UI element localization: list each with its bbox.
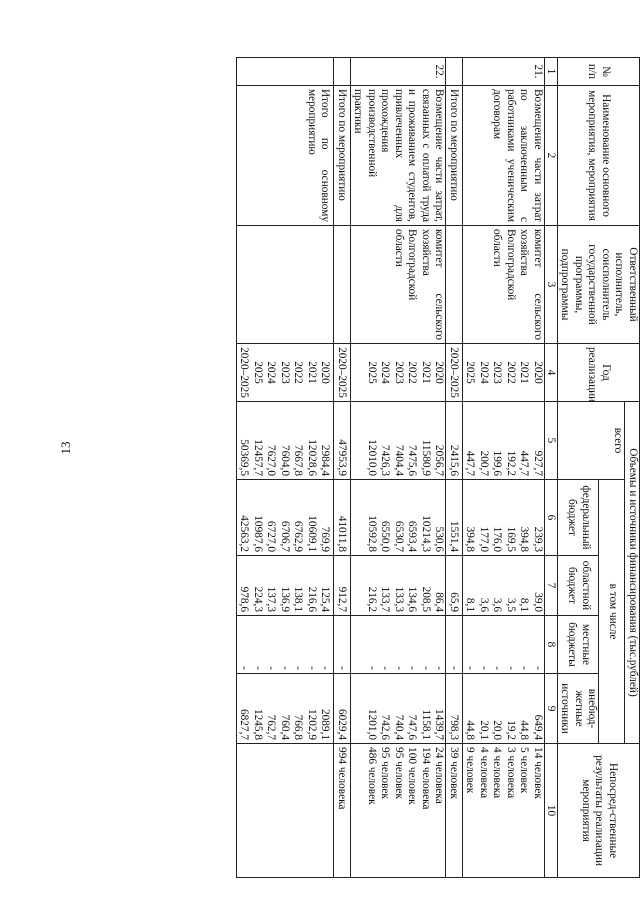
main-total-fed-value: 10987,6 bbox=[252, 515, 264, 552]
main-total-fed-value: 42563,2 bbox=[238, 515, 251, 552]
itogo-total-value: 47953,9 bbox=[336, 439, 348, 476]
main-total-mest-value: - bbox=[306, 666, 318, 670]
year-value: 2025 bbox=[464, 361, 477, 384]
federal-value: 530,6 bbox=[433, 526, 446, 552]
year-value: 2024 bbox=[478, 361, 490, 384]
local-value: - bbox=[491, 666, 504, 670]
itogo-years-text: 2020–2025 bbox=[448, 347, 460, 398]
itogo-result bbox=[334, 744, 351, 878]
regional-value: 86,4 bbox=[433, 592, 446, 612]
total-cell bbox=[351, 402, 447, 480]
result-value: 24 человека bbox=[433, 747, 446, 804]
main-total-total-value: 2984,4 bbox=[319, 444, 332, 476]
years-cell bbox=[463, 344, 545, 402]
regional-value: 133,3 bbox=[393, 586, 405, 612]
regional-value: 134,6 bbox=[406, 586, 419, 612]
offbudget-value: 742,6 bbox=[379, 714, 392, 741]
regional-value: 208,5 bbox=[420, 586, 432, 612]
result-value: 5 человек bbox=[518, 747, 531, 794]
table-row bbox=[463, 58, 545, 878]
result-value: 3 человека bbox=[505, 747, 517, 799]
offbudget-value: 740,4 bbox=[393, 714, 405, 741]
main-total-total-value: 7627,0 bbox=[265, 444, 278, 476]
local-value: - bbox=[532, 666, 544, 670]
total-value: 447,7 bbox=[464, 450, 477, 476]
row-number-text: 21. bbox=[532, 64, 544, 79]
local-value: - bbox=[406, 666, 419, 670]
itogo-total-value: 2415,6 bbox=[448, 444, 460, 476]
itogo-vneb bbox=[334, 674, 351, 744]
main-total-years bbox=[237, 344, 335, 402]
executor bbox=[463, 226, 545, 344]
main-total-obl-value: 978,6 bbox=[238, 586, 251, 612]
main-total-mest-value: - bbox=[238, 666, 251, 670]
federal-value: 6593,4 bbox=[406, 520, 419, 552]
total-value: 7426,3 bbox=[379, 444, 392, 476]
header-results: Непосред-ственные результаты реализации мероприятия bbox=[558, 744, 640, 878]
offbudget-value: 649,4 bbox=[532, 714, 544, 741]
main-total-vneb-value: 760,4 bbox=[279, 714, 291, 741]
local-value: - bbox=[478, 666, 490, 670]
itogo-result bbox=[446, 744, 463, 878]
header-regional: областной бюджет bbox=[558, 556, 600, 616]
measure-name bbox=[463, 86, 545, 226]
col-number: 8 bbox=[545, 616, 558, 674]
itogo-label-text: Итого по мероприятию bbox=[336, 89, 348, 201]
col-number: 6 bbox=[545, 480, 558, 556]
itogo-obl bbox=[446, 556, 463, 616]
itogo-mest bbox=[446, 616, 463, 674]
itogo-obl-value: 912,7 bbox=[336, 586, 348, 612]
year-value: 2024 bbox=[379, 361, 392, 384]
itogo-years-text: 2020–2025 bbox=[336, 347, 348, 398]
itogo-label-text: Итого по мероприятию bbox=[448, 89, 460, 201]
itogo-years bbox=[334, 344, 351, 402]
regional-value: 3,6 bbox=[491, 597, 504, 612]
year-value: 2022 bbox=[292, 361, 305, 384]
regional-value: 8,1 bbox=[518, 597, 531, 612]
main-total-obl-value: 125,4 bbox=[319, 586, 332, 612]
itogo-total bbox=[334, 402, 351, 480]
federal-value: 169,5 bbox=[505, 526, 517, 552]
header-total: всего bbox=[558, 402, 626, 480]
offbudget-value: 44,8 bbox=[518, 720, 531, 741]
local-value: - bbox=[433, 666, 446, 670]
federal-value: 6550,0 bbox=[379, 520, 392, 552]
itogo-fed-value: 1551,4 bbox=[448, 520, 460, 552]
year-value: 2025 bbox=[252, 361, 264, 384]
main-total-label bbox=[237, 86, 335, 226]
main-total-vneb-value: 1202,9 bbox=[306, 708, 318, 741]
header-federal: федеральный бюджет bbox=[558, 480, 600, 556]
result-value: 100 человек bbox=[406, 747, 419, 805]
total-value: 199,6 bbox=[491, 450, 504, 476]
main-total-fed-value: 6762,9 bbox=[292, 520, 305, 552]
federal-cell bbox=[463, 480, 545, 556]
local-cell bbox=[463, 616, 545, 674]
regional-value: 39,0 bbox=[532, 592, 544, 612]
result-value: 14 человек bbox=[532, 747, 544, 799]
local-value: - bbox=[505, 666, 517, 670]
results-cell bbox=[351, 744, 447, 878]
itogo-fed bbox=[446, 480, 463, 556]
col-number: 4 bbox=[545, 344, 558, 402]
header-local: местные бюджеты bbox=[558, 616, 600, 674]
year-value: 2022 bbox=[406, 361, 419, 384]
header-offbudget: внебюд-жетные источники bbox=[558, 674, 600, 744]
total-value: 7404,4 bbox=[393, 444, 405, 476]
year-value: 2025 bbox=[366, 361, 378, 384]
main-total-obl-value: 136,9 bbox=[279, 586, 291, 612]
main-total-vneb-value: 762,7 bbox=[265, 714, 278, 741]
results-cell bbox=[463, 744, 545, 878]
year-value: 2021 bbox=[518, 361, 531, 384]
regional-value: 8,1 bbox=[464, 597, 477, 612]
result-value: 95 человек bbox=[379, 747, 392, 799]
itogo-row bbox=[334, 58, 351, 878]
empty-cell bbox=[334, 226, 351, 344]
federal-cell bbox=[351, 480, 447, 556]
federal-value: 394,8 bbox=[518, 526, 531, 552]
empty-cell bbox=[237, 226, 335, 344]
empty-cell bbox=[446, 226, 463, 344]
federal-value: 176,0 bbox=[491, 526, 504, 552]
regional-value: 216,2 bbox=[366, 586, 378, 612]
empty-cell bbox=[446, 58, 463, 86]
local-cell bbox=[351, 616, 447, 674]
empty-cell bbox=[334, 58, 351, 86]
result-value: 4 человека bbox=[478, 747, 490, 799]
years-cell bbox=[351, 344, 447, 402]
main-total-vneb bbox=[237, 674, 335, 744]
year-value: 2022 bbox=[505, 361, 517, 384]
year-value: 2023 bbox=[491, 361, 504, 384]
row-number bbox=[463, 58, 545, 86]
main-total-total-value: 12457,7 bbox=[252, 439, 264, 476]
offbudget-value: 20,0 bbox=[491, 720, 504, 741]
year-value: 2021 bbox=[420, 361, 432, 384]
year-value: 2020–2025 bbox=[238, 347, 251, 398]
federal-value: 10214,3 bbox=[420, 515, 432, 552]
federal-value: 177,0 bbox=[478, 526, 490, 552]
local-value: - bbox=[420, 666, 432, 670]
column-numbers-row bbox=[545, 58, 558, 878]
itogo-fed bbox=[334, 480, 351, 556]
itogo-fed-value: 41011,8 bbox=[336, 515, 348, 552]
main-total-fed-value: 6727,0 bbox=[265, 520, 278, 552]
measure-name-text: Возмещение части затрат по заключенным с работниками ученическим договорам bbox=[491, 89, 544, 222]
main-total-vneb-value: 766,8 bbox=[292, 714, 305, 741]
col-number: 9 bbox=[545, 674, 558, 744]
year-value: 2020 bbox=[433, 361, 446, 384]
main-total-mest-value: - bbox=[292, 666, 305, 670]
itogo-mest-value: - bbox=[448, 666, 460, 670]
itogo-label bbox=[446, 86, 463, 226]
offbudget-value: 1439,7 bbox=[433, 708, 446, 741]
itogo-obl bbox=[334, 556, 351, 616]
table-row bbox=[351, 58, 447, 878]
year-value: 2021 bbox=[306, 361, 318, 384]
main-total-row bbox=[237, 58, 335, 878]
main-total-obl-value: 138,1 bbox=[292, 586, 305, 612]
executor-text: комитет сельского хозяйства Волгоградской области bbox=[393, 229, 446, 340]
itogo-mest bbox=[334, 616, 351, 674]
itogo-vneb-value: 6029,4 bbox=[336, 708, 348, 741]
header-executor: Ответственный исполнитель, соисполнитель государственной программы, подпрограммы bbox=[558, 226, 640, 344]
main-total-fed-value: 6706,7 bbox=[279, 520, 291, 552]
result-value: 194 человека bbox=[420, 747, 432, 810]
total-cell bbox=[463, 402, 545, 480]
main-total-total-value: 50369,5 bbox=[238, 439, 251, 476]
local-value: - bbox=[379, 666, 392, 670]
empty-cell bbox=[237, 744, 335, 878]
federal-value: 394,8 bbox=[464, 526, 477, 552]
main-total-total-value: 7667,8 bbox=[292, 444, 305, 476]
local-value: - bbox=[464, 666, 477, 670]
result-value: 9 человек bbox=[464, 747, 477, 794]
header-year: Год реализации bbox=[558, 344, 640, 402]
itogo-row bbox=[446, 58, 463, 878]
rotated-table-container bbox=[185, 57, 640, 877]
main-total-mest-value: - bbox=[319, 666, 332, 670]
offbudget-value: 19,2 bbox=[505, 720, 517, 741]
itogo-obl-value: 65,9 bbox=[448, 592, 460, 612]
col-number: 7 bbox=[545, 556, 558, 616]
offbudget-value: 20,1 bbox=[478, 720, 490, 741]
offbudget-cell bbox=[463, 674, 545, 744]
federal-value: 10592,8 bbox=[366, 515, 378, 552]
executor bbox=[351, 226, 447, 344]
row-number-text: 22. bbox=[433, 64, 446, 79]
main-total-vneb-value: 2089,1 bbox=[319, 708, 332, 741]
total-value: 447,7 bbox=[518, 450, 531, 476]
main-total-obl-value: 216,6 bbox=[306, 586, 318, 612]
page-number: 13 bbox=[58, 441, 73, 455]
main-total-vneb-value: 6827,7 bbox=[238, 708, 251, 741]
itogo-vneb bbox=[446, 674, 463, 744]
result-value: 95 человек bbox=[393, 747, 405, 799]
financing-table bbox=[236, 57, 640, 878]
offbudget-value: 1158,1 bbox=[420, 709, 432, 741]
main-total-mest bbox=[237, 616, 335, 674]
total-value: 192,2 bbox=[505, 450, 517, 476]
header-including: в том числе bbox=[599, 480, 625, 744]
main-total-mest-value: - bbox=[252, 666, 264, 670]
total-value: 11580,9 bbox=[420, 439, 432, 476]
col-number: 10 bbox=[545, 744, 558, 878]
year-value: 2020 bbox=[532, 361, 544, 384]
col-number: 5 bbox=[545, 402, 558, 480]
total-value: 12010,0 bbox=[366, 439, 378, 476]
local-value: - bbox=[393, 666, 405, 670]
main-total-fed-value: 769,9 bbox=[319, 526, 332, 552]
main-total-label-text: Итого по основному мероприятию bbox=[306, 89, 332, 222]
itogo-years bbox=[446, 344, 463, 402]
empty-cell bbox=[237, 58, 335, 86]
main-total-obl-value: 224,3 bbox=[252, 586, 264, 612]
year-value: 2024 bbox=[265, 361, 278, 384]
total-value: 2056,7 bbox=[433, 444, 446, 476]
offbudget-value: 747,6 bbox=[406, 714, 419, 741]
offbudget-value: 1201,0 bbox=[366, 708, 378, 741]
federal-value: 6530,7 bbox=[393, 520, 405, 552]
main-total-total-value: 7604,0 bbox=[279, 444, 291, 476]
col-number: 2 bbox=[545, 86, 558, 226]
itogo-result-text: 39 человек bbox=[448, 747, 460, 799]
measure-name bbox=[351, 86, 447, 226]
regional-cell bbox=[463, 556, 545, 616]
header-financing-group: Объемы и источники финансирования (тыс.рублей) bbox=[625, 402, 640, 744]
offbudget-cell bbox=[351, 674, 447, 744]
year-value: 2020 bbox=[319, 361, 332, 384]
measure-name-text: Возмещение части затрат, связанных с оплатой труда и проживанием студентов, привлеченных для прохождения производственной практики bbox=[352, 89, 446, 222]
itogo-result-text: 994 человека bbox=[336, 747, 348, 810]
itogo-mest-value: - bbox=[336, 666, 348, 670]
total-value: 200,7 bbox=[478, 450, 490, 476]
main-total-vneb-value: 1245,8 bbox=[252, 708, 264, 741]
local-value: - bbox=[366, 666, 378, 670]
main-total-fed bbox=[237, 480, 335, 556]
main-total-fed-value: 10609,1 bbox=[306, 515, 318, 552]
itogo-total bbox=[446, 402, 463, 480]
itogo-label bbox=[334, 86, 351, 226]
result-value: 486 человек bbox=[366, 747, 378, 805]
col-number: 3 bbox=[545, 226, 558, 344]
itogo-vneb-value: 798,3 bbox=[448, 714, 460, 741]
federal-value: 239,3 bbox=[532, 526, 544, 552]
row-number bbox=[351, 58, 447, 86]
local-value: - bbox=[518, 666, 531, 670]
col-number: 1 bbox=[545, 58, 558, 86]
main-total-mest-value: - bbox=[265, 666, 278, 670]
year-value: 2023 bbox=[393, 361, 405, 384]
main-total-mest-value: - bbox=[279, 666, 291, 670]
regional-cell bbox=[351, 556, 447, 616]
offbudget-value: 44,8 bbox=[464, 720, 477, 741]
result-value: 4 человека bbox=[491, 747, 504, 799]
main-total-obl-value: 137,3 bbox=[265, 586, 278, 612]
header-name: Наименование основного мероприятия, мероприятия bbox=[558, 86, 640, 226]
executor-text: комитет сельского хозяйства Волгоградской области bbox=[491, 229, 544, 340]
header-num: № п/п bbox=[558, 58, 640, 86]
regional-value: 3,6 bbox=[478, 597, 490, 612]
regional-value: 133,7 bbox=[379, 586, 392, 612]
regional-value: 3,5 bbox=[505, 597, 517, 612]
year-value: 2023 bbox=[279, 361, 291, 384]
total-value: 927,7 bbox=[532, 450, 544, 476]
total-value: 7475,6 bbox=[406, 444, 419, 476]
main-total-total bbox=[237, 402, 335, 480]
main-total-obl bbox=[237, 556, 335, 616]
main-total-total-value: 12028,6 bbox=[306, 439, 318, 476]
